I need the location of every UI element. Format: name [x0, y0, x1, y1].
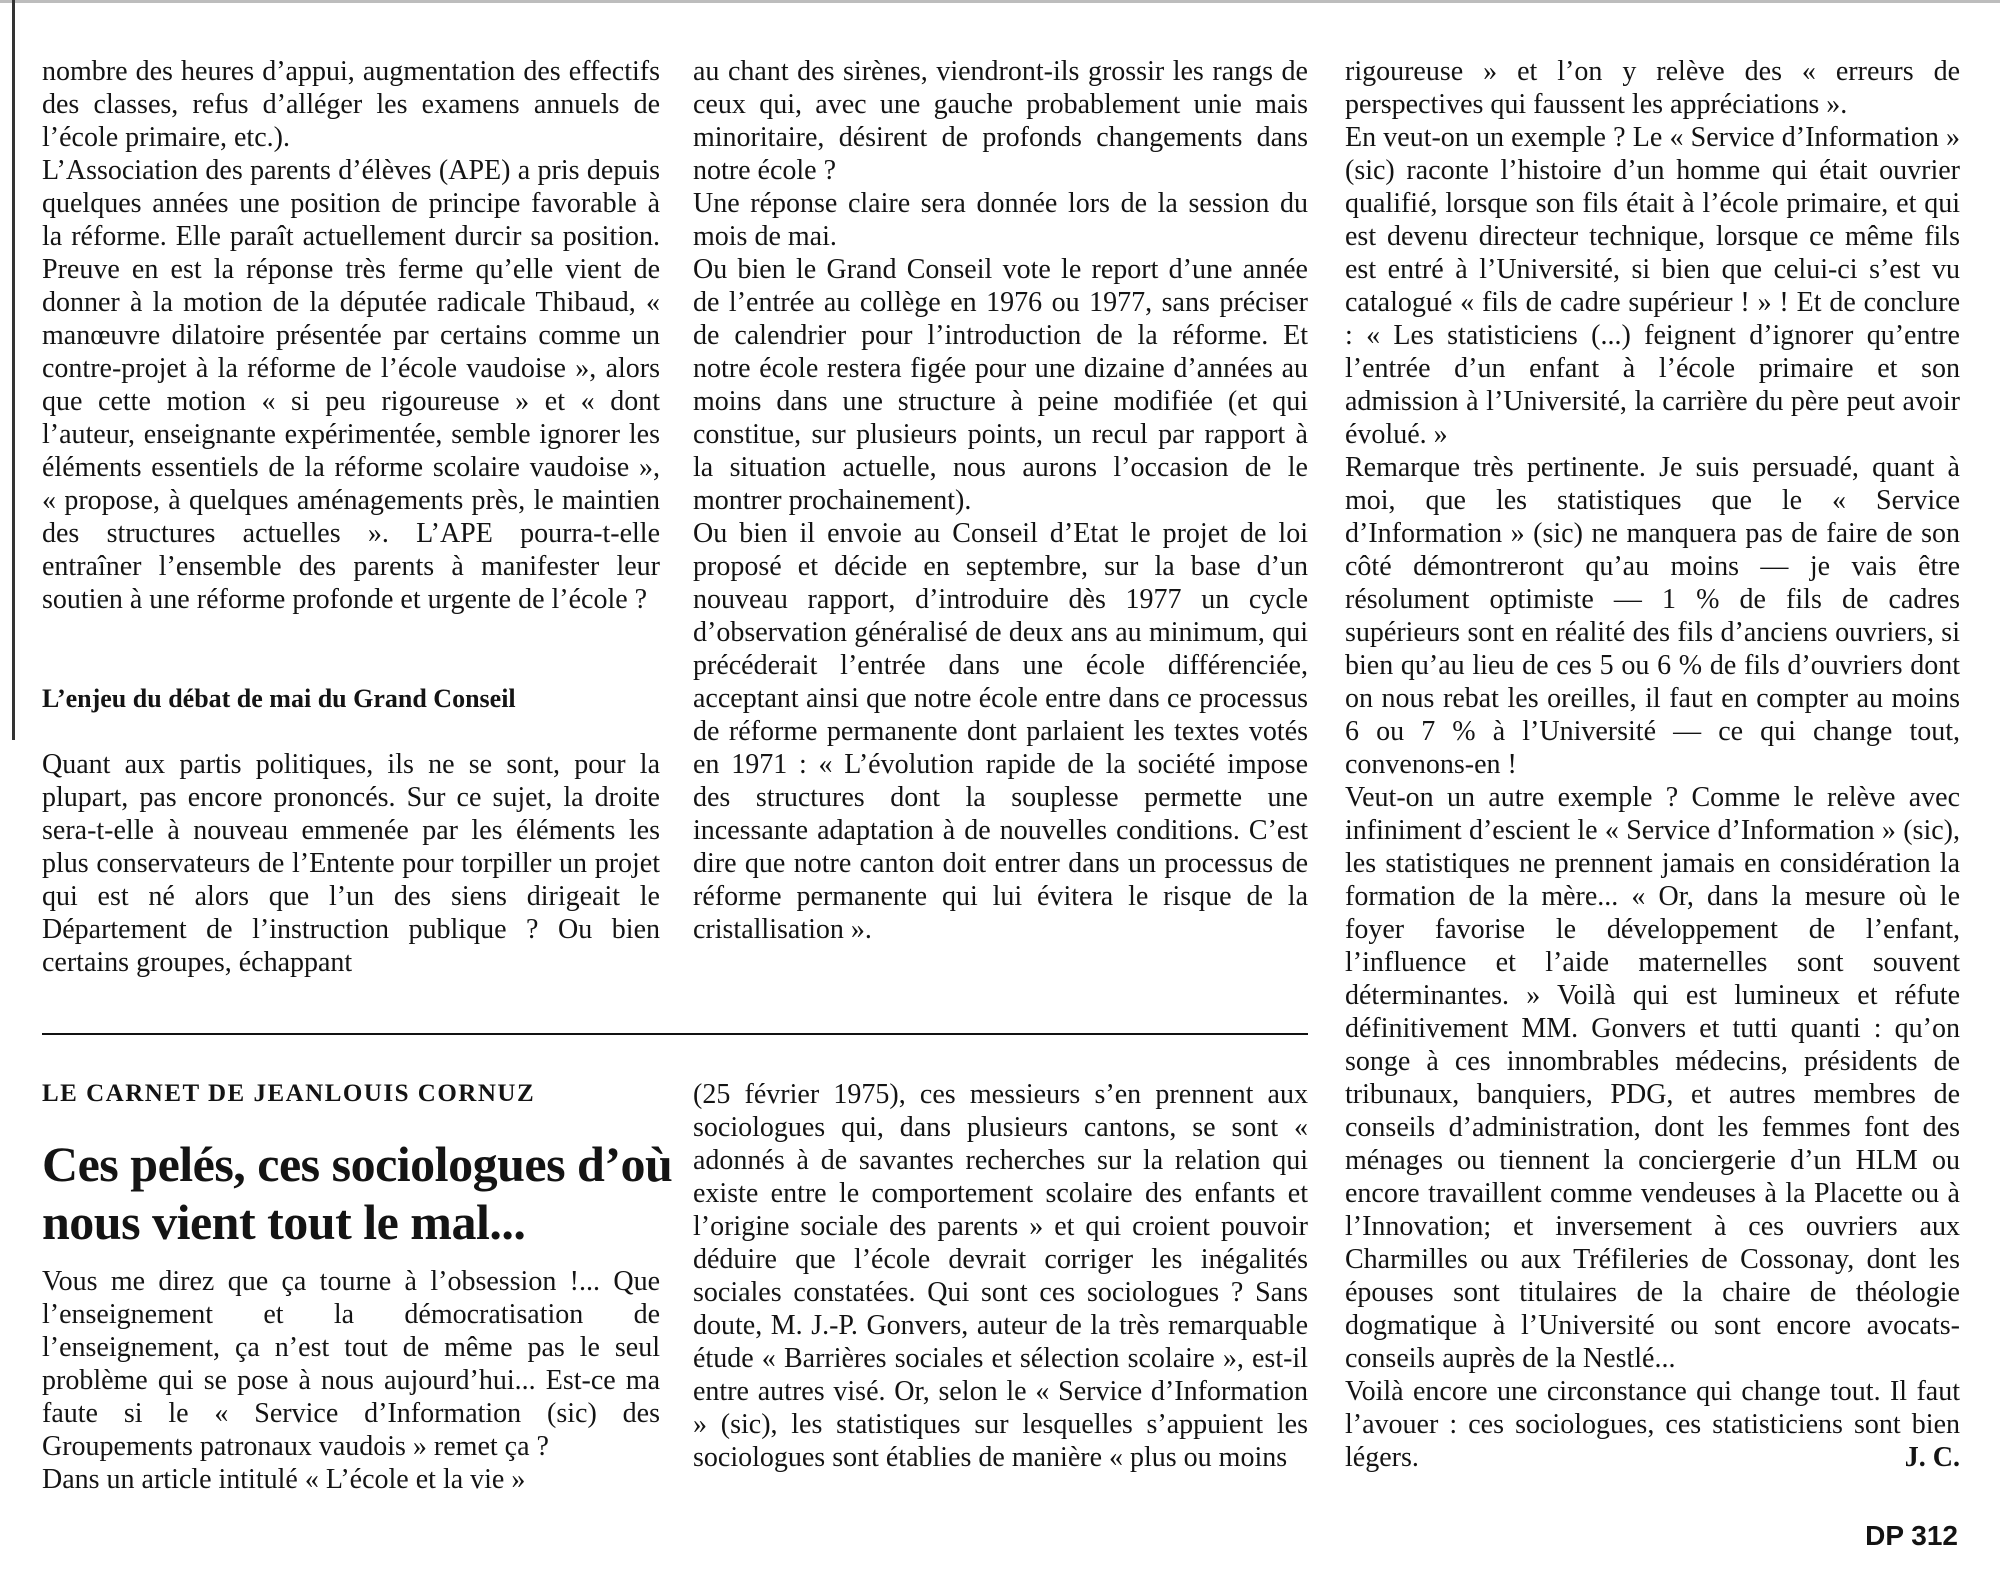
paragraph: (25 février 1975), ces messieurs s’en prennent aux sociologues qui, dans plusieurs cantons, se sont « adonnés à de savantes recherches sur la relation qui existe entre le comportement scolaire des enfants et l’origine sociale des parents » et qui croient pouvoir déduire que l’école devrait corriger les inégalités sociales constatées. Qui sont ces sociologues ? Sans doute, M. J.-P. Gonvers, auteur de la très remarquable étude « Barrières sociales et sélection scolaire », est-il entre autres visé. Or, selon le « Service d’Information » (sic), les statistiques sur lesquelles s’appuient les sociologues sont établies de manière « plus ou moins [693, 1079, 1308, 1473]
article1-column-1 [42, 55, 660, 979]
article1-column-2 [693, 55, 1308, 946]
spacer [42, 616, 660, 649]
paragraph: Ou bien le Grand Conseil vote le report d’une année de l’entrée au collège en 1976 ou 1977, sans préciser de calendrier pour l’introduction de la réforme. Et notre école restera figée pour une dizaine d’années au moins dans une structure à peine modifiée (et qui constitue, sur plusieurs points, un recul par rapport à la situation actuelle, nous aurons l’occasion de le montrer prochainement). [693, 254, 1308, 516]
article2-column-3 [1345, 55, 1960, 1474]
paragraph: Quant aux partis politiques, ils ne se sont, pour la plupart, pas encore prononcés. Sur ce sujet, la droite sera-t-elle à nouveau emmenée par les éléments les plus conservateurs de l’Entente pour torpiller un projet qui est né alors que l’un des siens dirigeait le Département de l’instruction publique ? Ou bien certains groupes, échappant [42, 749, 660, 978]
paragraph: En veut-on un exemple ? Le « Service d’Information » (sic) raconte l’histoire d’un homme qui était ouvrier qualifié, lorsque son fils était à l’école primaire, et qui est devenu directeur technique, lorsque ce même fils est entré à l’Université, si bien que celui-ci s’est vu catalogué « fils de cadre supérieur ! » ! Et de conclure : « Les statisticiens (...) feignent d’ignorer qu’entre l’entrée d’un enfant à l’école primaire et son admission à l’Université, la carrière du père peut avoir évolué. » [1345, 122, 1960, 450]
paragraph: rigoureuse » et l’on y relève des « erreurs de perspectives qui faussent les appréciations ». [1345, 56, 1960, 120]
scan-edge-top [0, 0, 2000, 3]
spacer [42, 715, 660, 748]
spacer [42, 649, 660, 682]
paragraph: Ou bien il envoie au Conseil d’Etat le projet de loi proposé et décide en septembre, sur la base d’un nouveau rapport, d’introduire dès 1977 un cycle d’observation généralisé de deux ans au minimum, qui précéderait l’entrée dans une école différenciée, acceptant ainsi que notre école entre dans ce processus de réforme permanente dont parlaient les textes votés en 1971 : « L’évolution rapide de la société impose des structures dont la souplesse permette une incessante adaptation à de nouvelles conditions. C’est dire que notre canton doit entrer dans un processus de réforme permanente qui lui évitera le risque de la cristallisation ». [693, 518, 1308, 945]
paragraph: Vous me direz que ça tourne à l’obsession !... Que l’enseignement et la démocratisation de l’enseignement, ça n’est tout de même pas le seul problème qui se pose à nous aujourd’hui... Est-ce ma faute si le « Service d’Information (sic) des Groupements patronaux vaudois » remet ça ? [42, 1266, 660, 1462]
article2-column-2 [693, 1078, 1308, 1474]
paragraph: Veut-on un autre exemple ? Comme le relève avec infiniment d’escient le « Service d’Information » (sic), les statistiques ne prennent jamais en considération la formation de la mère... « Or, dans la mesure où le foyer favorise le développement de l’enfant, l’influence et l’aide maternelles sont souvent déterminantes. » Voilà qui est lumineux et réfute définitivement MM. Gonvers et tutti quanti : qu’on songe à ces innombrables médecins, présidents de tribunaux, banquiers, PDG, et autres membres de conseils d’administration, dont les femmes font des ménages ou tiennent la conciergerie d’un HLM ou encore travaillent comme vendeuses à la Placette ou à l’Innovation; et inversement à ces ouvriers aux Charmilles ou aux Tréfileries de Cossonay, dont les épouses sont titulaires de la chaire de théologie dogmatique à l’Université ou sont encore avocats-conseils auprès de la Nestlé... [1345, 782, 1960, 1374]
column-kicker: LE CARNET DE JEANLOUIS CORNUZ [42, 1080, 536, 1107]
article-headline: Ces pelés, ces sociologues d’où nous vient tout le mal... [42, 1136, 673, 1250]
paragraph: au chant des sirènes, viendront-ils grossir les rangs de ceux qui, avec une gauche probablement unie mais minoritaire, désirent de profonds changements dans notre école ? [693, 56, 1308, 186]
paragraph: L’Association des parents d’élèves (APE) a pris depuis quelques années une position de principe favorable à la réforme. Elle paraît actuellement durcir sa position. Preuve en est la réponse très ferme qu’elle vient de donner à la motion de la députée radicale Thibaud, « manœuvre dilatoire présentée par certains comme un contre-projet à la réforme de l’école vaudoise », alors que cette motion « si peu rigoureuse » et « dont l’auteur, enseignante expérimentée, semble ignorer les éléments essentiels de la réforme scolaire vaudoise », « propose, à quelques aménagements près, le maintien des structures actuelles ». L’APE pourra-t-elle entraîner l’ensemble des parents à manifester leur soutien à une réforme profonde et urgente de l’école ? [42, 155, 660, 615]
paragraph: Voilà encore une circonstance qui change tout. Il faut l’avouer : ces sociologues, ces statisticiens sont bien légers. [1345, 1376, 1960, 1473]
author-signature: J. C. [1904, 1442, 1960, 1473]
paragraph: nombre des heures d’appui, augmentation des effectifs des classes, refus d’alléger les examens annuels de l’école primaire, etc.). [42, 56, 660, 153]
paragraph: Dans un article intitulé « L’école et la vie » [42, 1464, 526, 1495]
article2-column-1 [42, 1265, 660, 1496]
section-divider [42, 1033, 1308, 1035]
paragraph: Une réponse claire sera donnée lors de la session du mois de mai. [693, 188, 1308, 252]
section-subheading: L’enjeu du débat de mai du Grand Conseil [42, 684, 516, 713]
scan-edge-left [12, 0, 15, 740]
paragraph: Remarque très pertinente. Je suis persuadé, quant à moi, que les statistiques que le « Service d’Information » (sic) ne manquera pas de faire de son côté démontreront qu’au moins — je vais être résolument optimiste — 1 % de fils de cadres supérieurs sont en réalité des fils d’anciens ouvriers, si bien qu’au lieu de ces 5 ou 6 % de fils d’ouvriers dont on nous rebat les oreilles, il faut en compter au moins 6 ou 7 % à l’Université — ce qui change tout, convenons-en ! [1345, 452, 1960, 780]
page-reference: DP 312 [1865, 1520, 1958, 1551]
